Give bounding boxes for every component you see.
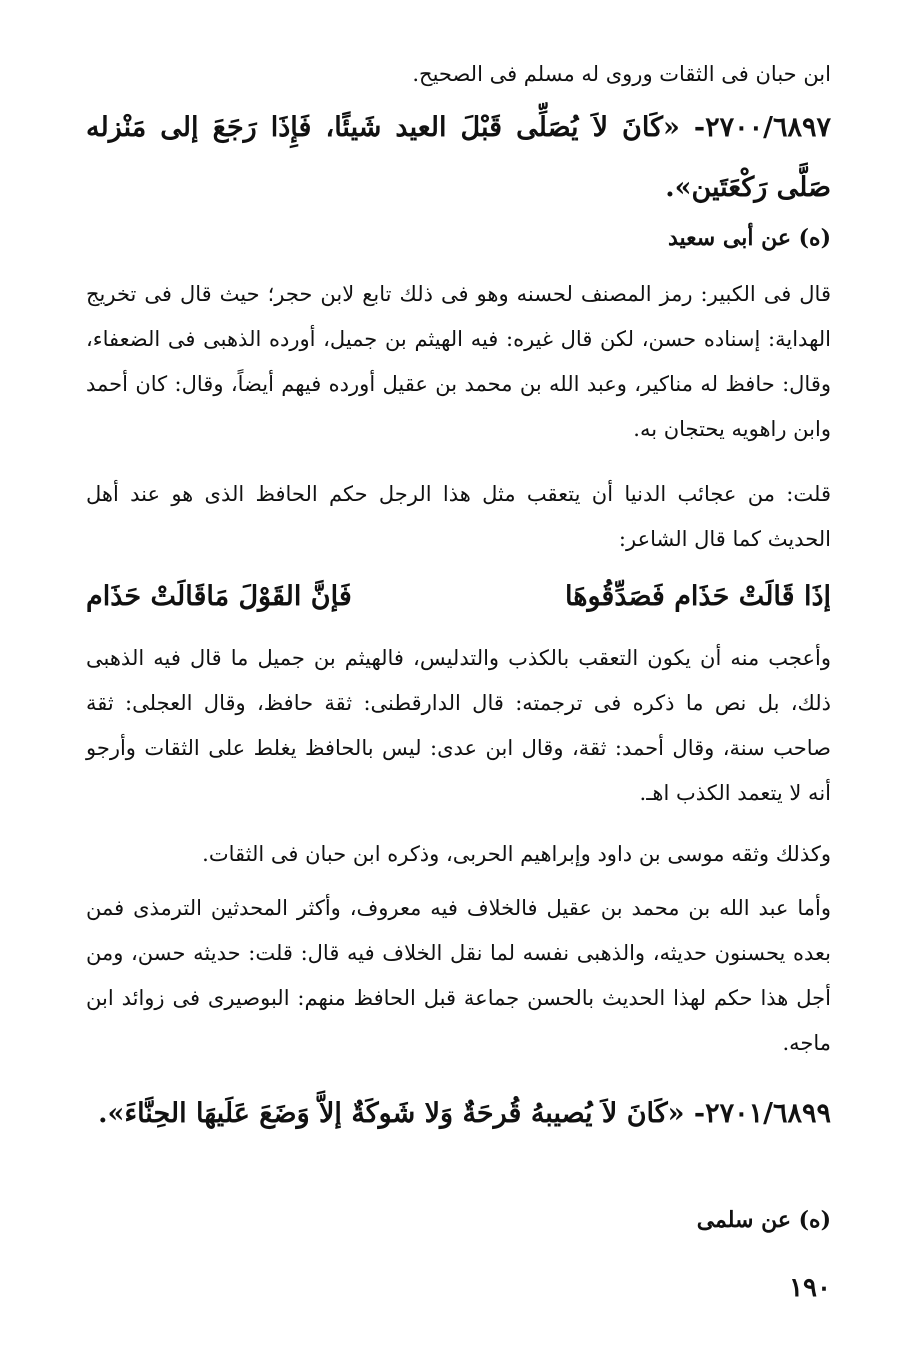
hadith-2701-source: (ه) عن سلمى — [696, 1207, 831, 1233]
intro-line: ابن حبان فى الثقات وروى له مسلم فى الصحيح. — [412, 62, 831, 86]
hadith-2701: ٢٧٠١/٦٨٩٩- «كَانَ لاَ يُصيبهُ قُرحَةٌ وَلا شَوكَةٌ إلاَّ وَضَعَ عَلَيهَا الحِنَّاءَ». — [98, 1098, 831, 1129]
page-number: ١٩٠ — [789, 1273, 831, 1303]
hadith-2700-source: (ه) عن أبى سعيد — [667, 225, 831, 251]
commentary-paragraph-3: وأعجب منه أن يكون التعقب بالكذب والتدليس، فالهيثم بن جميل ما قال فيه الذهبى ذلك، بل نص ما ذكره فى ترجمته: قال الدارقطنى: ثقة حافظ، وقال العجلى: ثقة صاحب سنة، وقال أحمد: ثقة، وقال ابن عدى: ليس بالحافظ يغلط على الثقات وأرجو أنه لا يتعمد الكذب اهـ. — [86, 646, 831, 805]
verse-first-hemistich: إذَا قَالَتْ حَذَام فَصَدِّقُوهَا — [565, 581, 831, 612]
commentary-paragraph-5: وأما عبد الله بن محمد بن عقيل فالخلاف فيه معروف، وأكثر المحدثين الترمذى فمن بعده يحسنون حديثه، والذهبى نفسه لما نقل الخلاف فيه قال: قلت: حديثه حسن، ومن أجل هذا حكم لهذا الحديث بالحسن جماعة قبل الحافظ منهم: البوصيرى فى زوائد ابن ماجه. — [86, 896, 831, 1055]
commentary-paragraph-1: قال فى الكبير: رمز المصنف لحسنه وهو فى ذلك تابع لابن حجر؛ حيث قال فى تخريج الهداية: إسناده حسن، لكن قال غيره: فيه الهيثم بن جميل، أورده الذهبى فى الضعفاء، وقال: حافظ له مناكير، وعبد الله بن محمد بن عقيل أورده فيهم أيضاً، وقال: كان أحمد وابن راهويه يحتجان به. — [86, 282, 831, 441]
hadith-2700: ٢٧٠٠/٦٨٩٧- «كَانَ لاَ يُصَلِّى قَبْلَ العيد شَيئًا، فَإِذَا رَجَعَ إلى مَنْزله صَلَّى رَكْعَتَين». — [86, 112, 831, 203]
commentary-paragraph-2: قلت: من عجائب الدنيا أن يتعقب مثل هذا الرجل حكم الحافظ الذى هو عند أهل الحديث كما قال الشاعر: — [86, 482, 831, 551]
verse-second-hemistich: فَإنَّ القَوْلَ مَاقَالَتْ حَذَام — [86, 581, 352, 612]
poetry-verse — [86, 572, 831, 622]
commentary-paragraph-4: وكذلك وثقه موسى بن داود وإبراهيم الحربى، وذكره ابن حبان فى الثقات. — [202, 842, 831, 866]
